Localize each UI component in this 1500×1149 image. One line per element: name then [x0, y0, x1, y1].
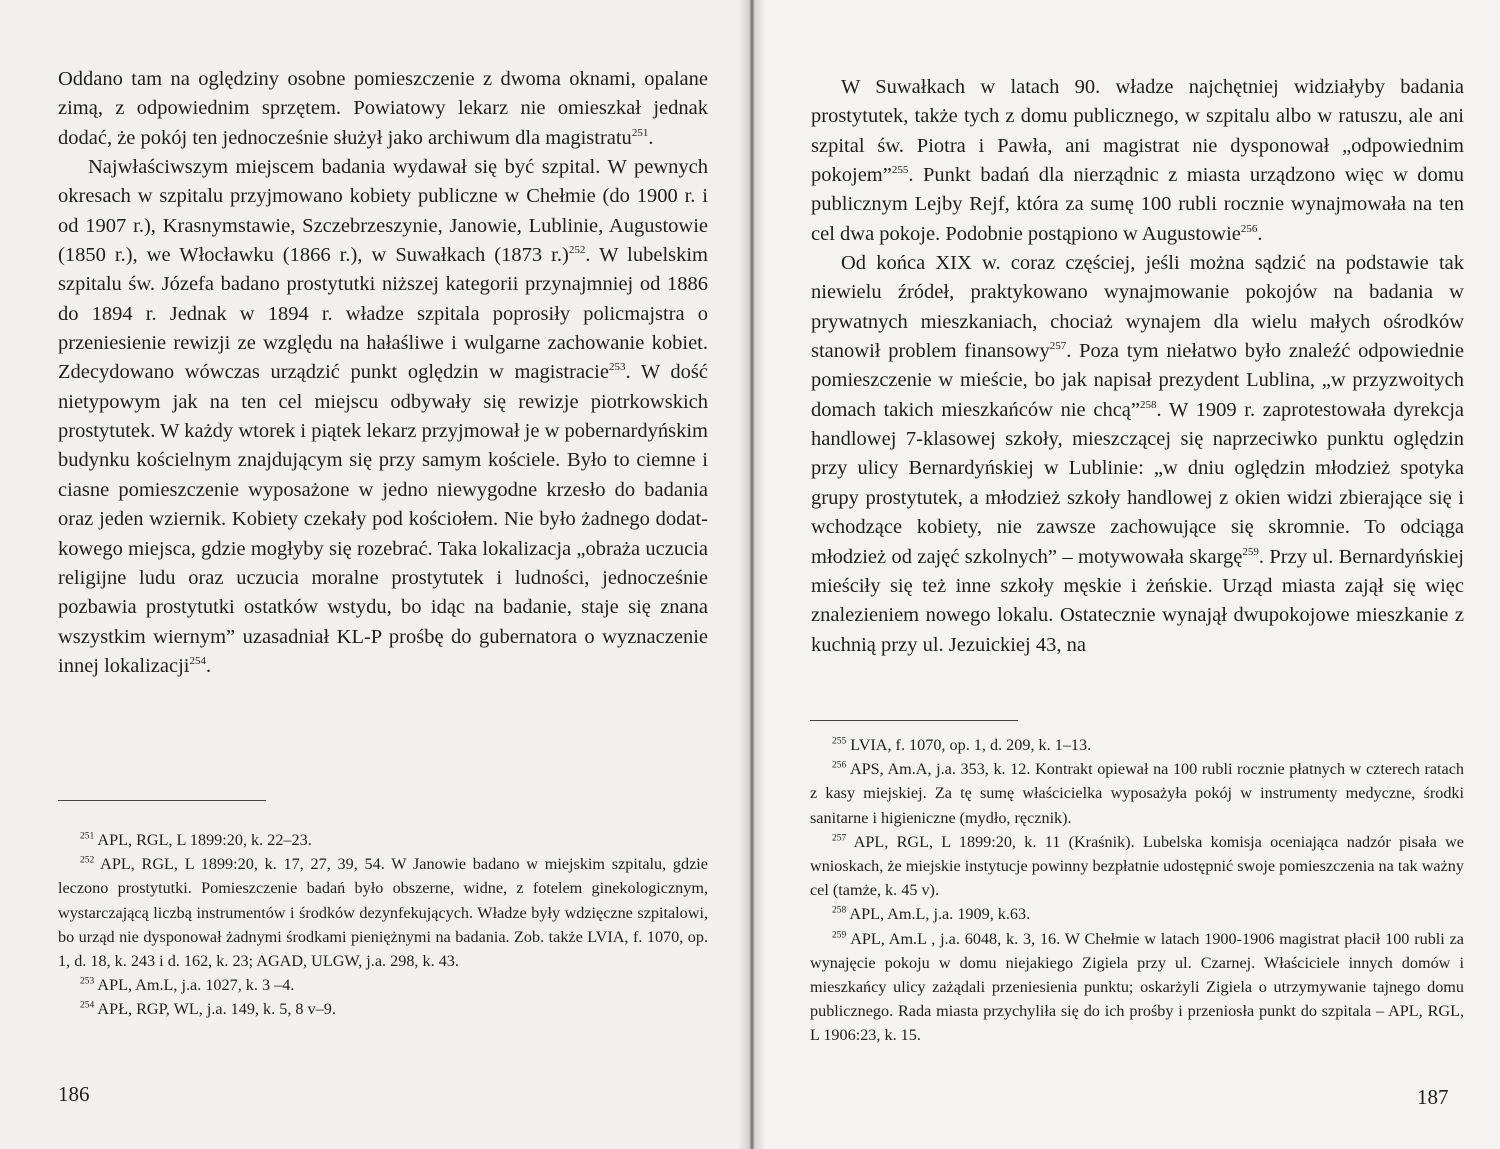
footnote-text: APL, Am.L, j.a. 1909, k.63.	[849, 905, 1031, 924]
body-paragraph	[811, 249, 1464, 660]
text-run: W Suwałkach w latach 90. władze najchętniej widziałyby badania prostytutek, także tych z domu publicznego, w szpitalu albo w ratuszu, ale ani szpital św. Piotra i Pawła, ani magistrat nie dysponował „odpowiednim pokojem”	[811, 76, 1464, 187]
footnote-text: APŁ, RGP, WL, j.a. 149, k. 5, 8 v–9.	[97, 1000, 336, 1019]
footnote-text: APL, Am.L , j.a. 6048, k. 3, 16. W Chełmie w latach 1900-1906 magistrat płacił 100 rubli za wynajęcie pokoju w domu niejakiego Zigiela przy ul. Czarnej. Właściciele innych domów i mieszkańcy ulicy zażądali przeniesienia punktu; oskarżyli Zigiela o utrzymywanie tajnego domu publicznego. Rada miasta przychyliła się do ich prośby i przeniosła punkt do szpitala – APL, RGL, L 1906:23, k. 15.	[810, 929, 1464, 1045]
footnote-marker: 254	[189, 655, 206, 668]
text-run: Oddano tam na oględziny osobne pomieszczenie z dwoma oknami, opalane zimą, z odpowiednim sprzętem. Powiatowy lekarz nie omieszkał jednak dodać, że pokój ten jednocześnie służył jako archiwum dla magistratu	[58, 68, 708, 149]
footnote-text: APL, RGL, L 1899:20, k. 17, 27, 39, 54. W Janowie badano w miejskim szpitalu, gdzie leczono prostytutki. Pomieszczenie badań było obszerne, widne, z fotelem ginekologicznym, wystarczającą liczbą instrumentów i środków dezynfekujących. Władze były wdzięczne szpitalowi, bo urząd nie dysponował żadnymi środkami pieniężnymi na badania. Zob. także LVIA, f. 1070, op. 1, d. 18, k. 243 i d. 162, k. 23; AGAD, ULGW, j.a. 298, k. 43.	[58, 855, 708, 971]
footnote-number: 258	[832, 906, 847, 917]
body-paragraph	[58, 153, 708, 681]
body-paragraph	[58, 65, 708, 153]
footnote-text: APL, Am.L, j.a. 1027, k. 3 –4.	[97, 976, 295, 995]
footnote-text: LVIA, f. 1070, op. 1, d. 209, k. 1–13.	[850, 736, 1092, 754]
text-run: . Poza tym niełatwo było znaleźć odpowiednie pomieszczenie w mieście, bo jak napisał prezydent Lublina, „w przyzwoitych domach takich mieszkańców nie chcą”	[811, 340, 1464, 421]
text-run: .	[1257, 222, 1263, 245]
text-run: . W lubelskim szpitalu św. Józefa badano prostytutki niższej kategorii przynajmniej od 1886 do 1894 r. Jednak w 1894 r. władze szpitala poprosiły policmajstra o przeniesienie rewizji ze względu na hałaśliwe i wulgarne zachowanie kobiet. Zdecydowano wówczas urządzić punkt oględzin w magistracie	[58, 244, 709, 384]
footnote	[810, 927, 1464, 1048]
footnote-rule	[58, 800, 266, 801]
footnotes	[58, 828, 708, 1022]
footnote	[58, 852, 708, 973]
footnote-text: APL, RGL, L 1899:20, k. 11 (Kraśnik). Lubelska komisja oceniająca nadzór pisała we wnioskach, że miejskie instytucje powinny bezpłatnie udostępnić swoje pomieszczenia na tak ważny cel (tamże, k. 45 v).	[810, 832, 1464, 900]
footnote-marker: 258	[1140, 398, 1157, 411]
body-paragraph	[811, 73, 1464, 249]
text-run: . Przy ul. Bernardyńskiej mieściły się też inne szkoły męskie i żeńskie. Urząd miasta zajął się więc znalezieniem nowego lokalu. Ostatecznie wynajął dwupokojowe mieszkanie z kuchnią przy ul. Jezuickiej 43, na	[811, 545, 1464, 656]
text-run: . W 1909 r. zaprotestowała dyrekcja handlowej 7-klasowej szkoły, mieszczącej się naprzeciwko punktu oględzin przy ulicy Bernardyńskiej w Lublinie: „w dniu oględzin młodzież spotyka grupy prostytutek, a młodzież szkoły handlowej z okien widzi zbierające się i wchodzące kobiety, nie zawsze zachowujące się skromnie. To odciąga młodzież od zajęć szkolnych” – motywowała skargę	[811, 398, 1464, 568]
footnote	[810, 830, 1464, 903]
footnote-text: APS, Am.A, j.a. 353, k. 12. Kontrakt opiewał na 100 rubli rocznie płatnych w czterech ratach z kasy miejskiej. Za tę sumę właścicielka wyposażyła pokój w instrumenty medyczne, środki sanitarne i higieniczne (mydło, ręcznik).	[810, 760, 1465, 827]
page-number: 186	[58, 1082, 90, 1106]
footnote-text: APL, RGL, L 1899:20, k. 22–23.	[97, 831, 312, 849]
footnote-marker: 253	[608, 361, 626, 374]
footnote	[810, 757, 1464, 830]
footnote	[810, 902, 1464, 926]
footnote-number: 251	[80, 831, 95, 842]
footnote	[58, 973, 708, 997]
body-text	[58, 65, 708, 681]
footnote-rule	[810, 720, 1018, 721]
footnote-marker: 257	[1049, 340, 1067, 353]
page-number: 187	[1417, 1085, 1449, 1109]
footnote-number: 256	[832, 760, 847, 771]
text-run: . Punkt badań dla nierządnic z miasta urządzono więc w domu publicznym Lejby Rejf, która za sumę 100 rubli rocznie wynajmowała na ten cel dwa pokoje. Podobnie postąpiono w Augustowie	[811, 164, 1464, 245]
footnote-number: 259	[832, 930, 847, 941]
footnote-marker: 251	[631, 126, 649, 139]
footnote-marker: 259	[1242, 545, 1259, 558]
footnote	[810, 733, 1464, 757]
footnote-number: 252	[80, 855, 95, 866]
footnote-number: 254	[80, 1001, 95, 1012]
footnote-marker: 252	[568, 244, 586, 257]
text-run: . W dość nietypowym jak na ten cel miejscu odbywały się rewizje piotrkowskich prostytutek. W każdy wtorek i piątek lekarz przyjmował je w pobernardyńskim budynku kościelnym znajdującym się przy samym kościele. Było to ciemne i ciasne pomieszczenie wyposażone w jedno niewygodne krzesło do badania oraz jeden wziernik. Kobiety czekały pod kościołem. Nie było żadnego dodatkowego miejsca, gdzie mogłyby się rozebrać. Taka lokalizacja „obraża uczucia religijne ludu oraz uczucia moralne prostytutek i ludności, jednocześnie pozbawia prostytutki ostatków wstydu, bo idąc na badanie, staje się znana wszystkim wiernym” uzasadniał KL-P prośbę do gubernatora o wyznaczenie innej lokalizacji	[58, 361, 708, 677]
book-gutter	[738, 0, 766, 1149]
footnotes	[810, 733, 1464, 1048]
footnote	[58, 828, 708, 852]
footnote-number: 253	[80, 976, 95, 987]
text-run: .	[206, 654, 212, 677]
footnote	[58, 997, 708, 1021]
text-run: .	[648, 126, 654, 149]
body-text	[811, 73, 1464, 660]
footnote-marker: 256	[1240, 222, 1258, 235]
footnote-number: 255	[832, 736, 847, 747]
footnote-number: 257	[832, 833, 847, 844]
footnote-marker: 255	[891, 164, 909, 177]
right-page	[752, 0, 1500, 1149]
text-run: Od końca XIX w. coraz częściej, jeśli można sądzić na podstawie tak niewielu źródeł, praktykowano wynajmowanie pokojów na badania w prywatnych mieszkaniach, chociaż wynajem dla wielu małych ośrodków stanowił problem finansowy	[811, 252, 1464, 363]
text-run: Najwłaściwszym miejscem badania wydawał się być szpital. W pewnych okresach w szpitalu przyjmowano kobiety publiczne w Chełmie (do 1900 r. i od 1907 r.), Krasnymstawie, Szczebrzeszynie, Janowie, Lublinie, Augustowie (1850 r.), we Włocławku (1866 r.), w Suwałkach (1873 r.)	[58, 156, 708, 267]
